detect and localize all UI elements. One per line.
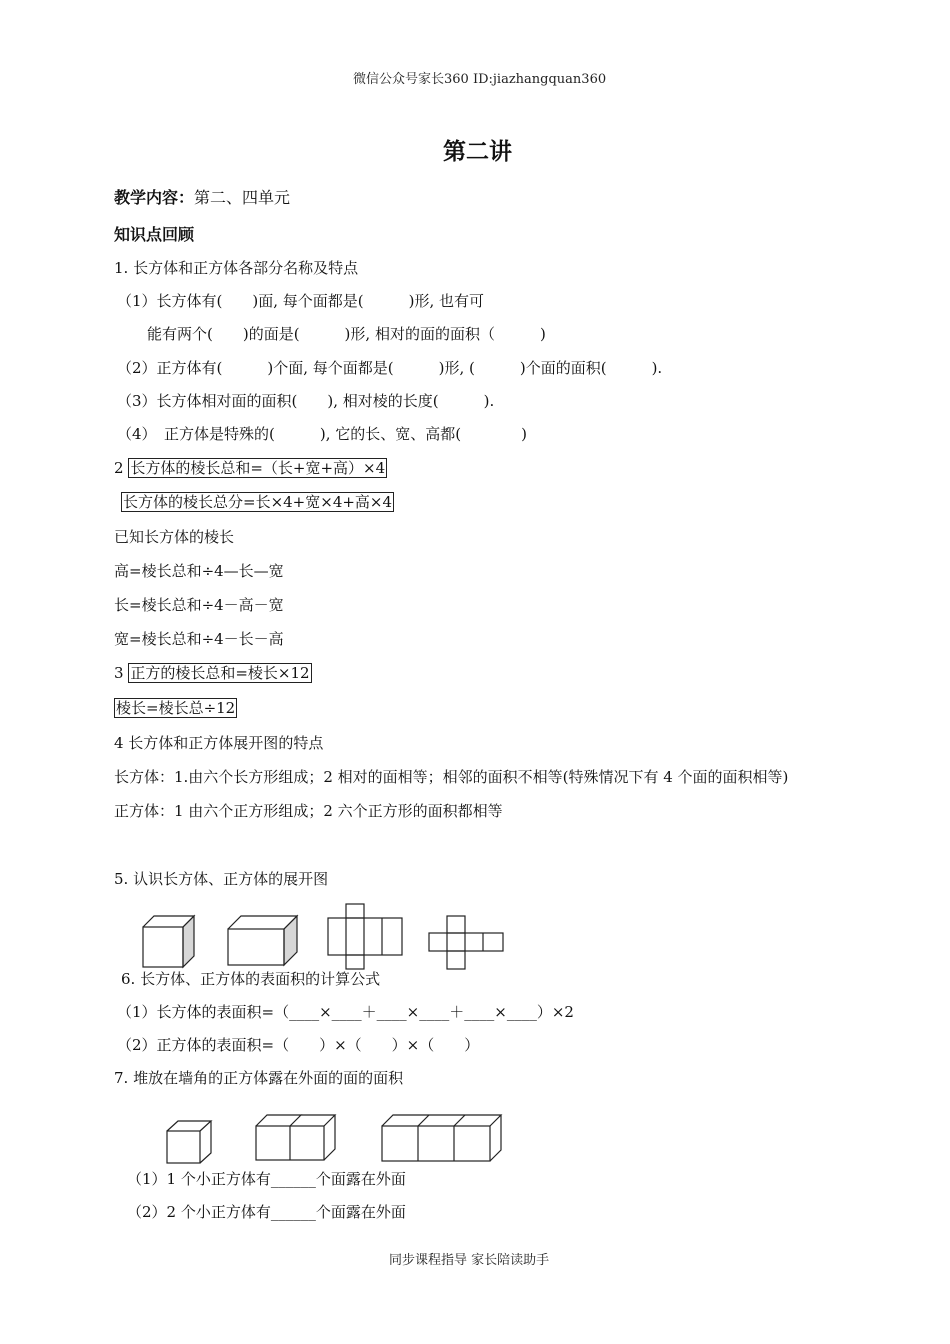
width-formula: 宽=棱长总和÷4－长－高: [114, 630, 284, 648]
teaching-content-value: 第二、四单元: [194, 188, 291, 207]
question-1-4: （4） 正方体是特殊的( ), 它的长、宽、高都( ): [117, 425, 527, 443]
section-2-formula-2-wrap: [121, 492, 394, 512]
cube-net-features: 正方体：1 由六个正方形组成；2 六个正方形的面积都相等: [114, 802, 503, 820]
section-3-formula-2-wrap: [114, 698, 237, 718]
cube-figure: [140, 914, 198, 970]
page-header: 微信公众号家长360 ID:jiazhangquan360: [353, 72, 607, 87]
section-3-number: 3: [114, 664, 124, 682]
three-cubes-figure: [379, 1114, 503, 1164]
teaching-content: [114, 188, 290, 208]
cuboid-edge-formula-1: 长方体的棱长总和=（长+宽+高）×4: [130, 459, 386, 477]
length-formula: 长=棱长总和÷4－高－宽: [114, 596, 284, 614]
question-1-3: （3）长方体相对面的面积( ), 相对棱的长度( ).: [117, 392, 495, 410]
section-5-heading: 5. 认识长方体、正方体的展开图: [114, 870, 329, 888]
section-6-heading: 6. 长方体、正方体的表面积的计算公式: [121, 970, 381, 988]
cube-area-formula: （2）正方体的表面积=（ ）×（ ）×（ ）: [117, 1036, 480, 1054]
two-cubes-figure: [253, 1114, 335, 1164]
question-7-1: （1）1 个小正方体有______个面露在外面: [127, 1170, 406, 1188]
one-cube-figure: [164, 1120, 216, 1166]
question-7-2: （2）2 个小正方体有______个面露在外面: [127, 1203, 406, 1221]
page-footer: 同步课程指导 家长陪读助手: [389, 1253, 550, 1268]
section-3: [114, 663, 312, 683]
cuboid-edge-formula-2: 长方体的棱长总分=长×4+宽×4+高×4: [123, 493, 393, 511]
question-1-1a: （1）长方体有( )面, 每个面都是( )形, 也有可: [117, 292, 485, 310]
cuboid-figure: [225, 914, 301, 970]
cuboid-net-features: 长方体：1.由六个长方形组成；2 相对的面相等；相邻的面积不相等(特殊情况下有 4 个面的面积相等): [114, 768, 789, 786]
section-1-heading: 1. 长方体和正方体各部分名称及特点: [114, 259, 359, 277]
page-title: 第二讲: [443, 139, 512, 165]
cuboid-area-formula: （1）长方体的表面积=（____×____＋____×____＋____×____）×2: [117, 1003, 574, 1021]
question-1-2: （2）正方体有( )个面, 每个面都是( )形, ( )个面的面积( ).: [117, 359, 663, 377]
height-formula: 高=棱长总和÷4—长—宽: [114, 562, 284, 580]
teaching-content-label: 教学内容：: [114, 188, 195, 207]
cube-edge-formula-1: 正方的棱长总和=棱长×12: [130, 664, 310, 682]
cube-net-figure: [427, 915, 505, 971]
section-4-heading: 4 长方体和正方体展开图的特点: [114, 734, 324, 752]
question-1-1b: 能有两个( )的面是( )形, 相对的面的面积（ ): [147, 325, 546, 343]
cuboid-net-figure: [326, 903, 406, 971]
section-2: [114, 458, 387, 478]
known-edge-text: 已知长方体的棱长: [114, 528, 235, 546]
cube-edge-formula-2: 棱长=棱长总÷12: [116, 699, 236, 717]
section-2-number: 2: [114, 459, 124, 477]
review-heading: 知识点回顾: [114, 225, 195, 244]
section-7-heading: 7. 堆放在墙角的正方体露在外面的面的面积: [114, 1069, 404, 1087]
